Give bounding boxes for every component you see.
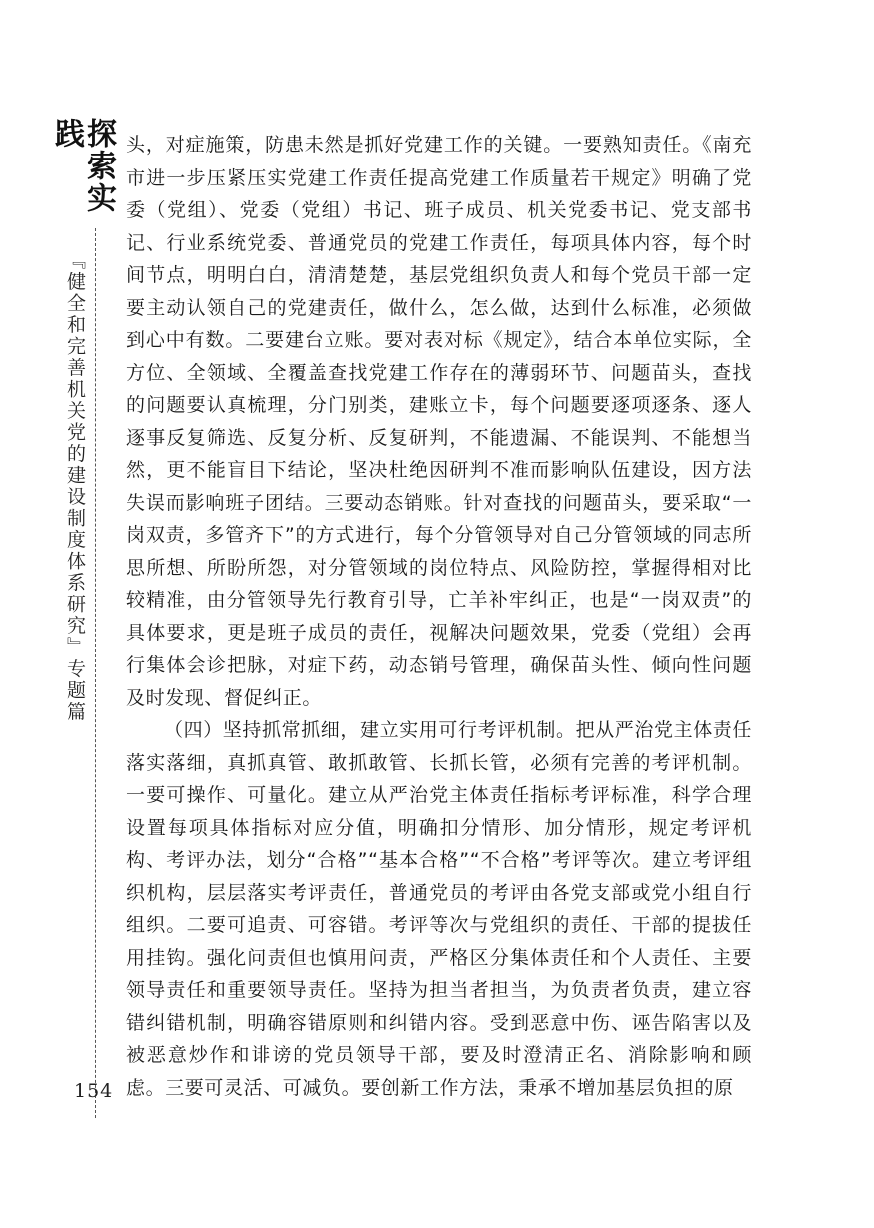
- paragraph-text: 头，对症施策，防患未然是抓好党建工作的关键。一要熟知责任。《南充市进一步压紧压实党建工作责任提高党建工作质量若干规定》明确了党委（党组）、党委（党组）书记、班子成员、机关党委书记、党支部书记、行业系统党委、普通党员的党建工作责任，每项具体内容，每个时间节点，明明白白，清清楚楚，基层党组织负责人和每个党员干部一定要主动认领自己的党建责任，做什么，怎么做，达到什么标准，必须做到心中有数。二要建台立账。要对表对标《规定》，结合本单位实际，全方位、全领域、全覆盖查找党建工作存在的薄弱环节、问题苗头，查找的问题要认真梳理，分门别类，建账立卡，每个问题要逐项逐条、逐人逐事反复筛选、反复分析、反复研判，不能遗漏、不能误判、不能想当然，更不能盲目下结论，坚决杜绝因研判不准而影响队伍建设，因方法失误而影响班子团结。三要动态销账。针对查找的问题苗头，要采取“一岗双责，多管齐下”的方式进行，每个分管领导对自己分管领域的同志所思所想、所盼所怨，对分管领域的岗位特点、风险防控，掌握得相对比较精准，由分管领导先行教育引导，亡羊补牢纠正，也是“一岗双责”的具体要求，更是班子成员的责任，视解决问题效果，党委（党组）会再行集体会诊把脉，对症下药，动态销号管理，确保苗头性、倾向性问题及时发现、督促纠正。: [126, 134, 752, 709]
- page-sidebar: [49, 118, 116, 1108]
- section-logo-text: 探索实践: [49, 118, 116, 214]
- section-heading: （四）坚持抓常抓细，建立实用可行考评机制。: [164, 719, 576, 741]
- sidebar-dashed-rule: [95, 228, 96, 1118]
- body-text: [126, 129, 752, 1104]
- paragraph-continued: [126, 129, 752, 714]
- paragraph-text: 把从严治党主体责任落实落细，真抓真管、敢抓敢管、长抓长管，必须有完善的考评机制。一要可操作、可量化。建立从严治党主体责任指标考评标准，科学合理设置每项具体指标对应分值，明确扣分情形、加分情形，规定考评机构、考评办法，划分“合格”“基本合格”“不合格”考评等次。建立考评组织机构，层层落实考评责任，普通党员的考评由各党支部或党小组自行组织。二要可追责、可容错。考评等次与党组织的责任、干部的提拔任用挂钩。强化问责但也慎用问责，严格区分集体责任和个人责任、主要领导责任和重要领导责任。坚持为担当者担当，为负责者负责，建立容错纠错机制，明确容错原则和纠错内容。受到恶意中伤、诬告陷害以及被恶意炒作和诽谤的党员领导干部，要及时澄清正名、消除影响和顾虑。三要可灵活、可减负。要创新工作方法，秉承不增加基层负担的原: [126, 719, 753, 1099]
- section-logo: [49, 118, 116, 230]
- running-title: 『健全和完善机关党的建设制度体系研究』专题篇: [64, 250, 86, 723]
- paragraph-section-four: [126, 714, 752, 1104]
- page-number: 154: [74, 1080, 114, 1102]
